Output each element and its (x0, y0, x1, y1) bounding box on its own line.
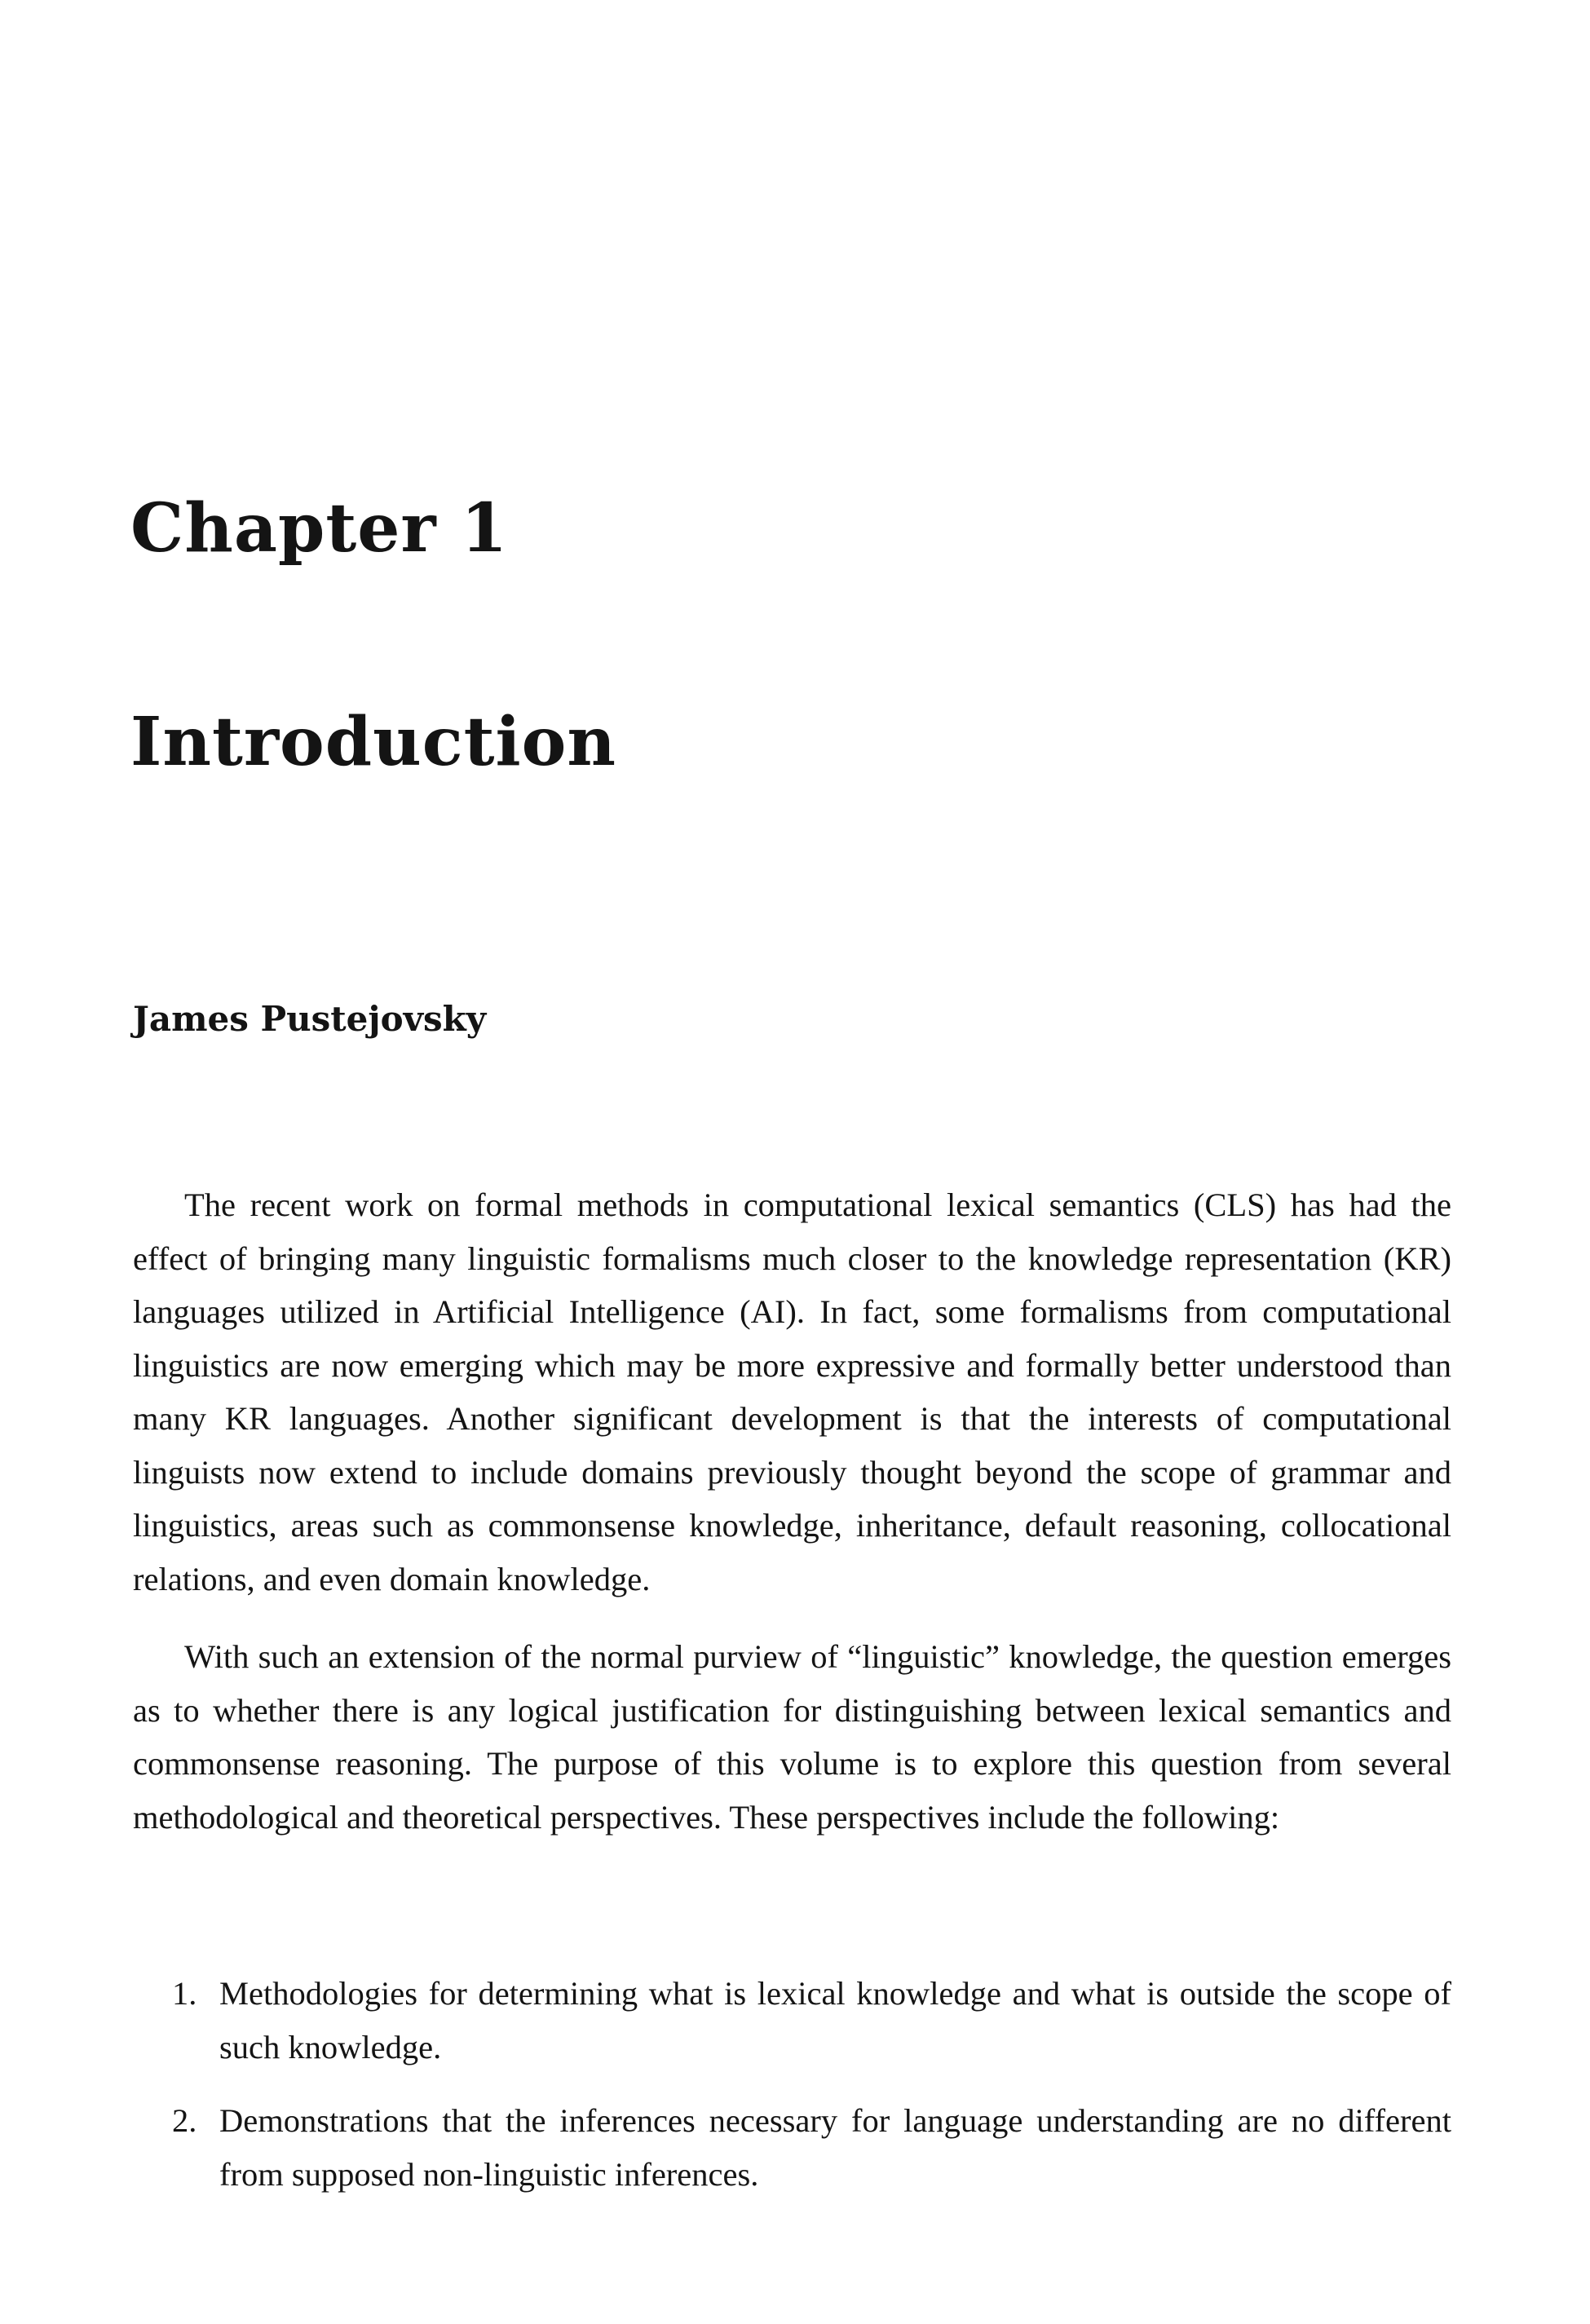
author-name: James Pustejovsky (133, 999, 487, 1039)
intro-paragraph-1: The recent work on formal methods in computational lexical semantics (CLS) has had the effect of bringing many linguistic formalisms much closer to the knowledge representation (KR) languages utilized in Artificial Intelligence (AI). In fact, some formalisms from computational linguistics are now emerging which may be more expressive and formally better understood than many KR languages. Another significant development is that the interests of computational linguists now extend to include domains previously thought beyond the scope of grammar and linguistics, areas such as commonsense knowledge, inheritance, default reasoning, collocational relations, and even domain knowledge. (133, 1186, 1451, 1597)
list-item-text: Demonstrations that the inferences necessary for language understanding are no different from supposed non-linguistic inferences. (219, 2102, 1451, 2193)
list-item-number: 1. (172, 1975, 197, 2012)
perspectives-list (133, 1967, 1451, 2221)
chapter-title: Introduction (130, 703, 616, 781)
list-item-number: 2. (172, 2102, 197, 2139)
list-item-text: Methodologies for determining what is lexical knowledge and what is outside the scope of such knowledge. (219, 1975, 1451, 2066)
list-item (133, 1967, 1451, 2074)
intro-paragraph-2: With such an extension of the normal purview of “linguistic” knowledge, the question emerges as to whether there is any logical justification for distinguishing between lexical semantics and commonsense reasoning. The purpose of this volume is to explore this question from several methodological and theoretical perspectives. These perspectives include the following: (133, 1638, 1451, 1836)
list-item (133, 2094, 1451, 2201)
chapter-label: Chapter 1 (130, 489, 509, 568)
